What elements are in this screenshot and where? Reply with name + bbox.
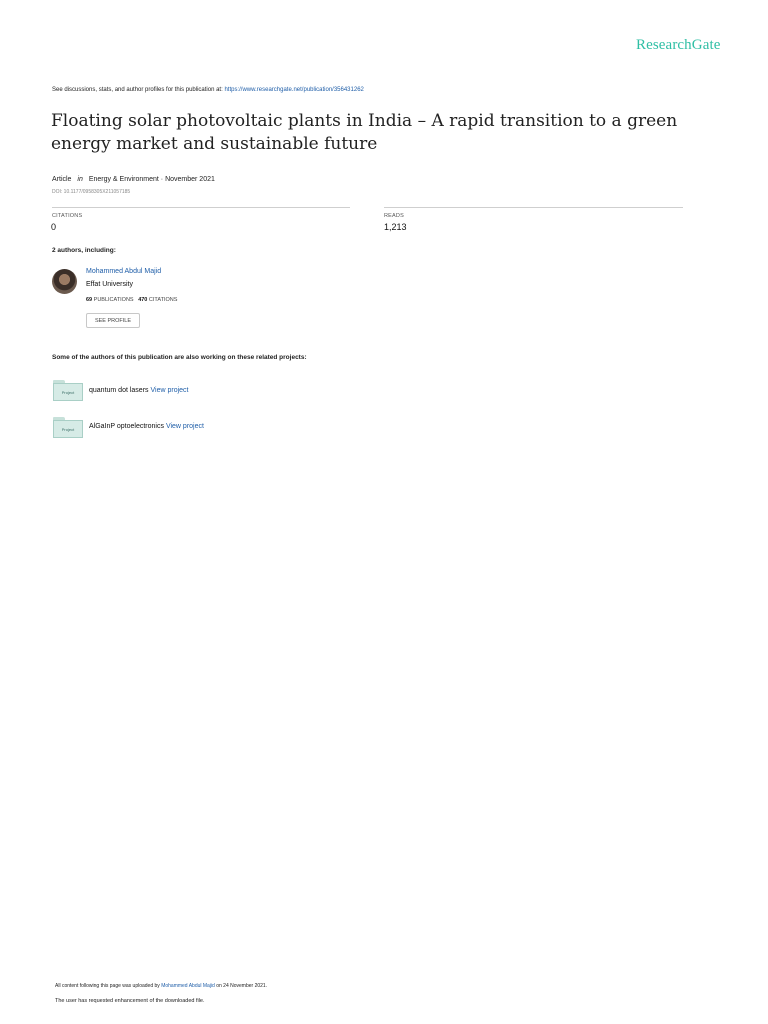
- project-folder-label: Project: [53, 420, 83, 438]
- researchgate-logo[interactable]: ResearchGate: [636, 37, 721, 53]
- author-citations-label: CITATIONS: [148, 297, 178, 303]
- journal-date: Energy & Environment · November 2021: [88, 176, 215, 183]
- article-type: Article: [52, 176, 72, 183]
- project-folder-icon[interactable]: [53, 417, 83, 439]
- citations-label: CITATIONS: [52, 213, 83, 219]
- reads-divider: [384, 207, 683, 208]
- citations-divider: [52, 207, 350, 208]
- article-doi: DOI: 10.1177/0958305X211057185: [52, 189, 131, 195]
- upload-suffix: on 24 November 2021.: [216, 983, 268, 989]
- intro-text: See discussions, stats, and author profiles for this publication at:: [52, 87, 223, 93]
- profiles-intro: [52, 87, 364, 93]
- project-name: AlGaInP optoelectronics: [89, 423, 164, 430]
- publication-url-link[interactable]: https://www.researchgate.net/publication/356431262: [224, 87, 364, 93]
- view-project-link[interactable]: View project: [165, 423, 204, 430]
- author-citations-count: 470: [138, 297, 148, 303]
- article-title: Floating solar photovoltaic plants in India – A rapid transition to a green energy market and sustainable future: [51, 111, 678, 154]
- related-projects-heading: Some of the authors of this publication are also working on these related projects:: [52, 354, 307, 361]
- citations-value: 0: [51, 222, 57, 232]
- author-name-link[interactable]: Mohammed Abdul Majid: [86, 268, 162, 275]
- project-item: [89, 423, 204, 430]
- authors-heading: 2 authors, including:: [52, 247, 116, 254]
- view-project-link[interactable]: View project: [150, 387, 189, 394]
- upload-prefix: All content following this page was uploaded by: [55, 983, 160, 989]
- uploader-link[interactable]: Mohammed Abdul Majid: [161, 983, 215, 989]
- see-profile-button[interactable]: SEE PROFILE: [86, 313, 140, 328]
- author-institution: Effat University: [86, 281, 133, 288]
- in-label: in: [77, 176, 83, 183]
- author-stats: [86, 297, 177, 303]
- enhancement-note: The user has requested enhancement of the downloaded file.: [55, 998, 205, 1004]
- author-avatar[interactable]: [52, 269, 77, 294]
- article-meta: [52, 176, 215, 183]
- reads-label: READS: [384, 213, 404, 219]
- author-publications-count: 69: [86, 297, 93, 303]
- author-publications-label: PUBLICATIONS: [93, 297, 134, 303]
- project-folder-icon[interactable]: [53, 380, 83, 402]
- project-name: quantum dot lasers: [89, 387, 149, 394]
- project-folder-label: Project: [53, 383, 83, 401]
- reads-value: 1,213: [384, 222, 407, 232]
- upload-note: [55, 983, 267, 989]
- project-item: [89, 387, 189, 394]
